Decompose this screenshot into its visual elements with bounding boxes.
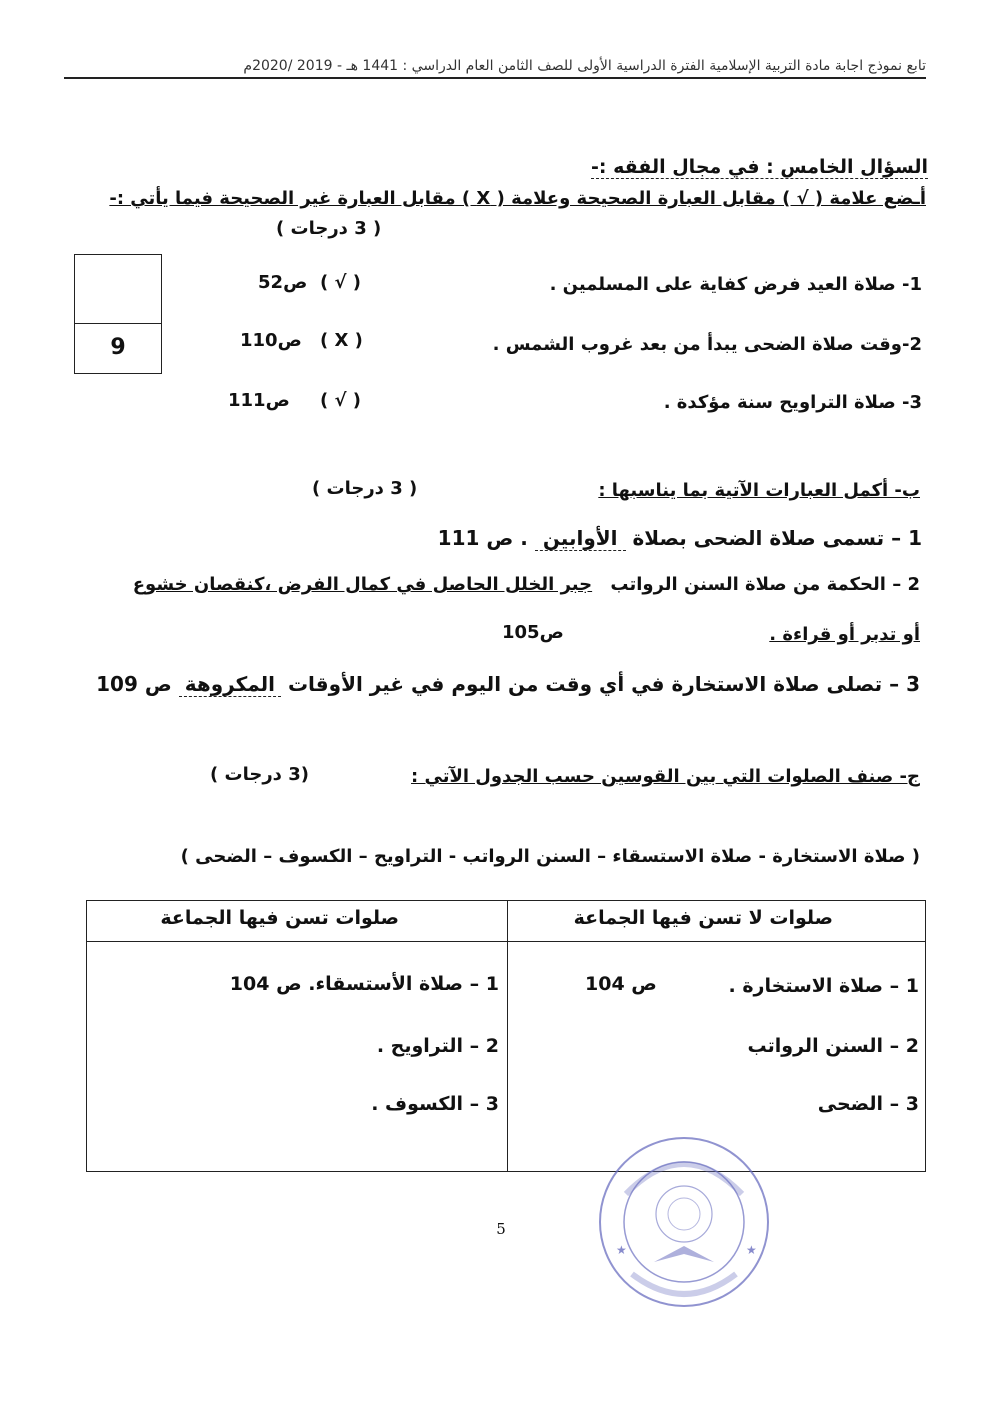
table-header-divider	[87, 941, 925, 942]
grade-score: 9	[110, 335, 126, 360]
table-header-no-jamaah: صلوات لا تسن فيها الجماعة	[573, 907, 833, 929]
part-c-instruction: ج- صنف الصلوات التي بين القوسين حسب الجدول الآتي :	[411, 766, 920, 787]
part-c-marks: (3 درجات )	[210, 764, 309, 785]
page-number: 5	[496, 1220, 506, 1238]
grade-box-divider	[75, 323, 161, 324]
table-row: 3 – الضحى	[817, 1093, 919, 1115]
grade-box	[74, 254, 162, 374]
table-row: 1 – صلاة الأستسقاء. ص 104	[229, 973, 499, 995]
table-column-divider	[507, 901, 508, 1171]
part-b-item-2: 2 – الحكمة من صلاة السنن الرواتب جبر الخلل الحاصل في كمال الفرض ،كنقصان خشوع	[132, 574, 920, 595]
part-b-item-3: 3 – تصلى صلاة الاستخارة في أي وقت من اليوم في غير الأوقات المكروهة ص 109	[96, 672, 920, 696]
part-a-item-2: 2-وقت صلاة الضحى يبدأ من بعد غروب الشمس .	[492, 334, 922, 355]
svg-text:★: ★	[746, 1243, 757, 1257]
part-b-instruction: ب- أكمل العبارات الآتية بما يناسبها :	[598, 480, 920, 501]
official-stamp-icon	[596, 1134, 772, 1310]
table-row: 1 – صلاة الاستخارة .	[728, 975, 919, 997]
part-b-marks: ( 3 درجات )	[312, 478, 418, 499]
table-row: 2 – السنن الرواتب	[747, 1035, 919, 1057]
header-rule	[64, 77, 926, 79]
table-row: 2 – التراويح .	[376, 1035, 499, 1057]
part-a-item-3: 3- صلاة التراويح سنة مؤكدة .	[663, 392, 922, 413]
part-a-item-3-page: ص111	[228, 390, 290, 411]
part-a-item-1-answer: ( √ )	[320, 272, 361, 293]
part-a-item-3-answer: ( √ )	[320, 390, 361, 411]
question-title: السؤال الخامس : في مجال الفقه :-	[590, 156, 928, 178]
classify-table	[86, 900, 926, 1172]
page-header: تابع نموذج اجابة مادة التربية الإسلامية الفترة الدراسية الأولى للصف الثامن العام الدراسي : 1441 هـ - 2019 /2020م	[243, 58, 926, 74]
part-a-item-1-page: ص52	[258, 272, 308, 293]
svg-text:★: ★	[616, 1243, 627, 1257]
part-b-item-2-page: ص105	[502, 622, 564, 643]
part-a-marks: ( 3 درجات )	[276, 218, 382, 239]
part-a-item-2-answer: ( X )	[320, 330, 363, 351]
table-header-jamaah: صلوات تسن فيها الجماعة	[160, 907, 399, 929]
part-a-item-2-page: ص110	[240, 330, 302, 351]
part-b-item-1: 1 – تسمى صلاة الضحى بصلاة الأوابين . ص 111	[437, 526, 922, 550]
part-c-list: ( صلاة الاستخارة - صلاة الاستسقاء – السنن الرواتب - التراويح – الكسوف – الضحى )	[180, 846, 920, 867]
part-a-instruction: أـضع علامة ( √ ) مقابل العبارة الصحيحة وعلامة ( X ) مقابل العبارة غير الصحيحة فيما يأتي :-	[109, 188, 926, 209]
table-row-page: ص 104	[585, 973, 657, 995]
table-row: 3 – الكسوف .	[371, 1093, 499, 1115]
part-a-item-1: 1- صلاة العيد فرض كفاية على المسلمين .	[549, 274, 922, 295]
part-b-item-2-continuation: أو تدبر أو قراءة .	[769, 624, 920, 645]
